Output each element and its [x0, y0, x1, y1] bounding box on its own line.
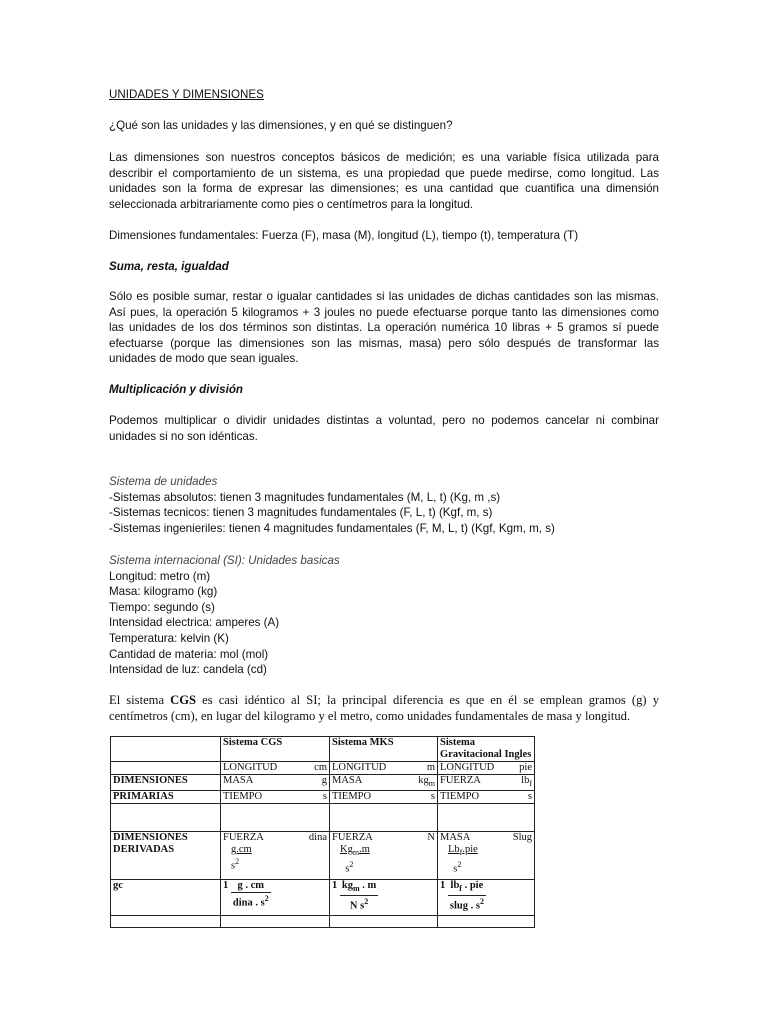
table-cell: TIEMPO s: [330, 791, 438, 804]
si-heading: Sistema internacional (SI): Unidades basicas: [109, 554, 340, 567]
table-cell: 1 $\frac{kg_m . m}{N s^2}$: [330, 880, 438, 916]
table-cell: MASA $kg_m$: [330, 775, 438, 791]
si-line: Intensidad de luz: candela (cd): [109, 663, 267, 677]
table-cell: [111, 737, 221, 762]
row-label: PRIMARIAS: [111, 791, 221, 804]
sistemas-line: -Sistemas ingenieriles: tienen 4 magnitudes fundamentales (F, M, L, t) (Kgf, Kgm, m, s): [109, 521, 555, 535]
paragraph-dimensiones: Las dimensiones son nuestros conceptos básicos de medición; es una variable física utilizada para describir el comportamiento de un sistema, es una propiedad que puede medirse, como longitud. Las unidades son la forma de expresar las dimensiones; es una cantidad que cuantifica una dimensión seleccionada arbitrariamente como pies o centímetros para la longitud.: [109, 151, 659, 211]
table-row: [111, 775, 535, 791]
cgs-post: es casi idéntico al SI; la principal diferencia es que en él se emplean gramos (g) y centímetros (cm), en lugar del kilogramo y el metro, como unidades fundamentales de masa y longitud.: [109, 693, 659, 723]
si-line: Temperatura: kelvin (K): [109, 631, 229, 645]
sistemas-line: -Sistemas tecnicos: tienen 3 magnitudes fundamentales (F, L, t) (Kgf, m, s): [109, 506, 493, 520]
si-line: Intensidad electrica: amperes (A): [109, 616, 280, 630]
table-cell: LONGITUD pie: [438, 762, 535, 775]
table-cell: LONGITUD m: [330, 762, 438, 775]
table-cell: FUERZA N $Kg_m.m$ $s^2$: [330, 832, 438, 880]
table-spacer-row: [111, 804, 535, 832]
table-cell: MASA Slug $Lb_f.pie$ $s^2$: [438, 832, 535, 880]
cgs-pre: El sistema: [109, 693, 171, 707]
cgs-bold: CGS: [170, 693, 197, 707]
paragraph-suma-resta: Sólo es posible sumar, restar o igualar cantidades si las unidades de dichas cantidades son las mismas. Así pues, la operación 5 kilogramos + 3 joules no puede efectuarse porque tanto las dimensiones como las unidades de los dos términos son distintas. La operación numérica 10 libras + 5 gramos sí puede efectuarse (porque las dimensiones son las mismas, masa) pero sólo después de transformar las unidades de modo que sean iguales.: [109, 290, 659, 366]
table-cell: 1 $\frac{g . cm}{dina . s^2}$: [221, 880, 330, 916]
table-header-row: [111, 737, 535, 762]
row-label: gc: [111, 880, 221, 916]
sistemas-line: -Sistemas absolutos: tienen 3 magnitudes fundamentales (M, L, t) (Kg, m ,s): [109, 490, 501, 504]
table-cell: TIEMPO s: [221, 791, 330, 804]
table-cell: TIEMPO s: [438, 791, 535, 804]
paragraph-cgs: [109, 692, 659, 724]
table-cell: [111, 762, 221, 775]
sistemas-section: [109, 474, 659, 536]
table-header-line: Gravitacional Ingles: [440, 749, 532, 760]
row-label: DIMENSIONES: [111, 775, 221, 791]
heading-suma-resta: Suma, resta, igualdad: [109, 260, 229, 273]
units-table: [110, 736, 535, 928]
row-label: DIMENSIONES DERIVADAS: [111, 832, 221, 880]
dimensiones-fundamentales: Dimensiones fundamentales: Fuerza (F), masa (M), longitud (L), tiempo (t), temperatura (T): [109, 229, 579, 242]
si-line: Cantidad de materia: mol (mol): [109, 647, 269, 661]
table-row: [111, 916, 535, 928]
table-cell: FUERZA dina g.cm $s^2$: [221, 832, 330, 880]
table-cell: MASA g: [221, 775, 330, 791]
si-section: [109, 553, 659, 678]
table-header: Sistema CGS: [221, 737, 330, 762]
table-header: [438, 737, 535, 762]
table-row: [111, 880, 535, 916]
page-title: UNIDADES Y DIMENSIONES: [109, 88, 264, 101]
heading-multiplicacion: Multiplicación y división: [109, 383, 243, 396]
table-cell: FUERZA $lb_f$: [438, 775, 535, 791]
table-row: [111, 832, 535, 880]
si-line: Longitud: metro (m): [109, 569, 211, 583]
table-header-line: Sistema: [440, 737, 475, 748]
sistemas-heading: Sistema de unidades: [109, 475, 218, 488]
question: ¿Qué son las unidades y las dimensiones, y en qué se distinguen?: [109, 119, 453, 132]
paragraph-multiplicacion: Podemos multiplicar o dividir unidades distintas a voluntad, pero no podemos cancelar ni combinar unidades si no son idénticas.: [109, 414, 659, 443]
table-cell: LONGITUD cm: [221, 762, 330, 775]
si-line: Masa: kilogramo (kg): [109, 585, 218, 599]
table-cell: 1 $\frac{lb_f . pie}{slug . s^2}$: [438, 880, 535, 916]
table-row: [111, 791, 535, 804]
si-line: Tiempo: segundo (s): [109, 600, 215, 614]
table-row: [111, 762, 535, 775]
table-header: Sistema MKS: [330, 737, 438, 762]
